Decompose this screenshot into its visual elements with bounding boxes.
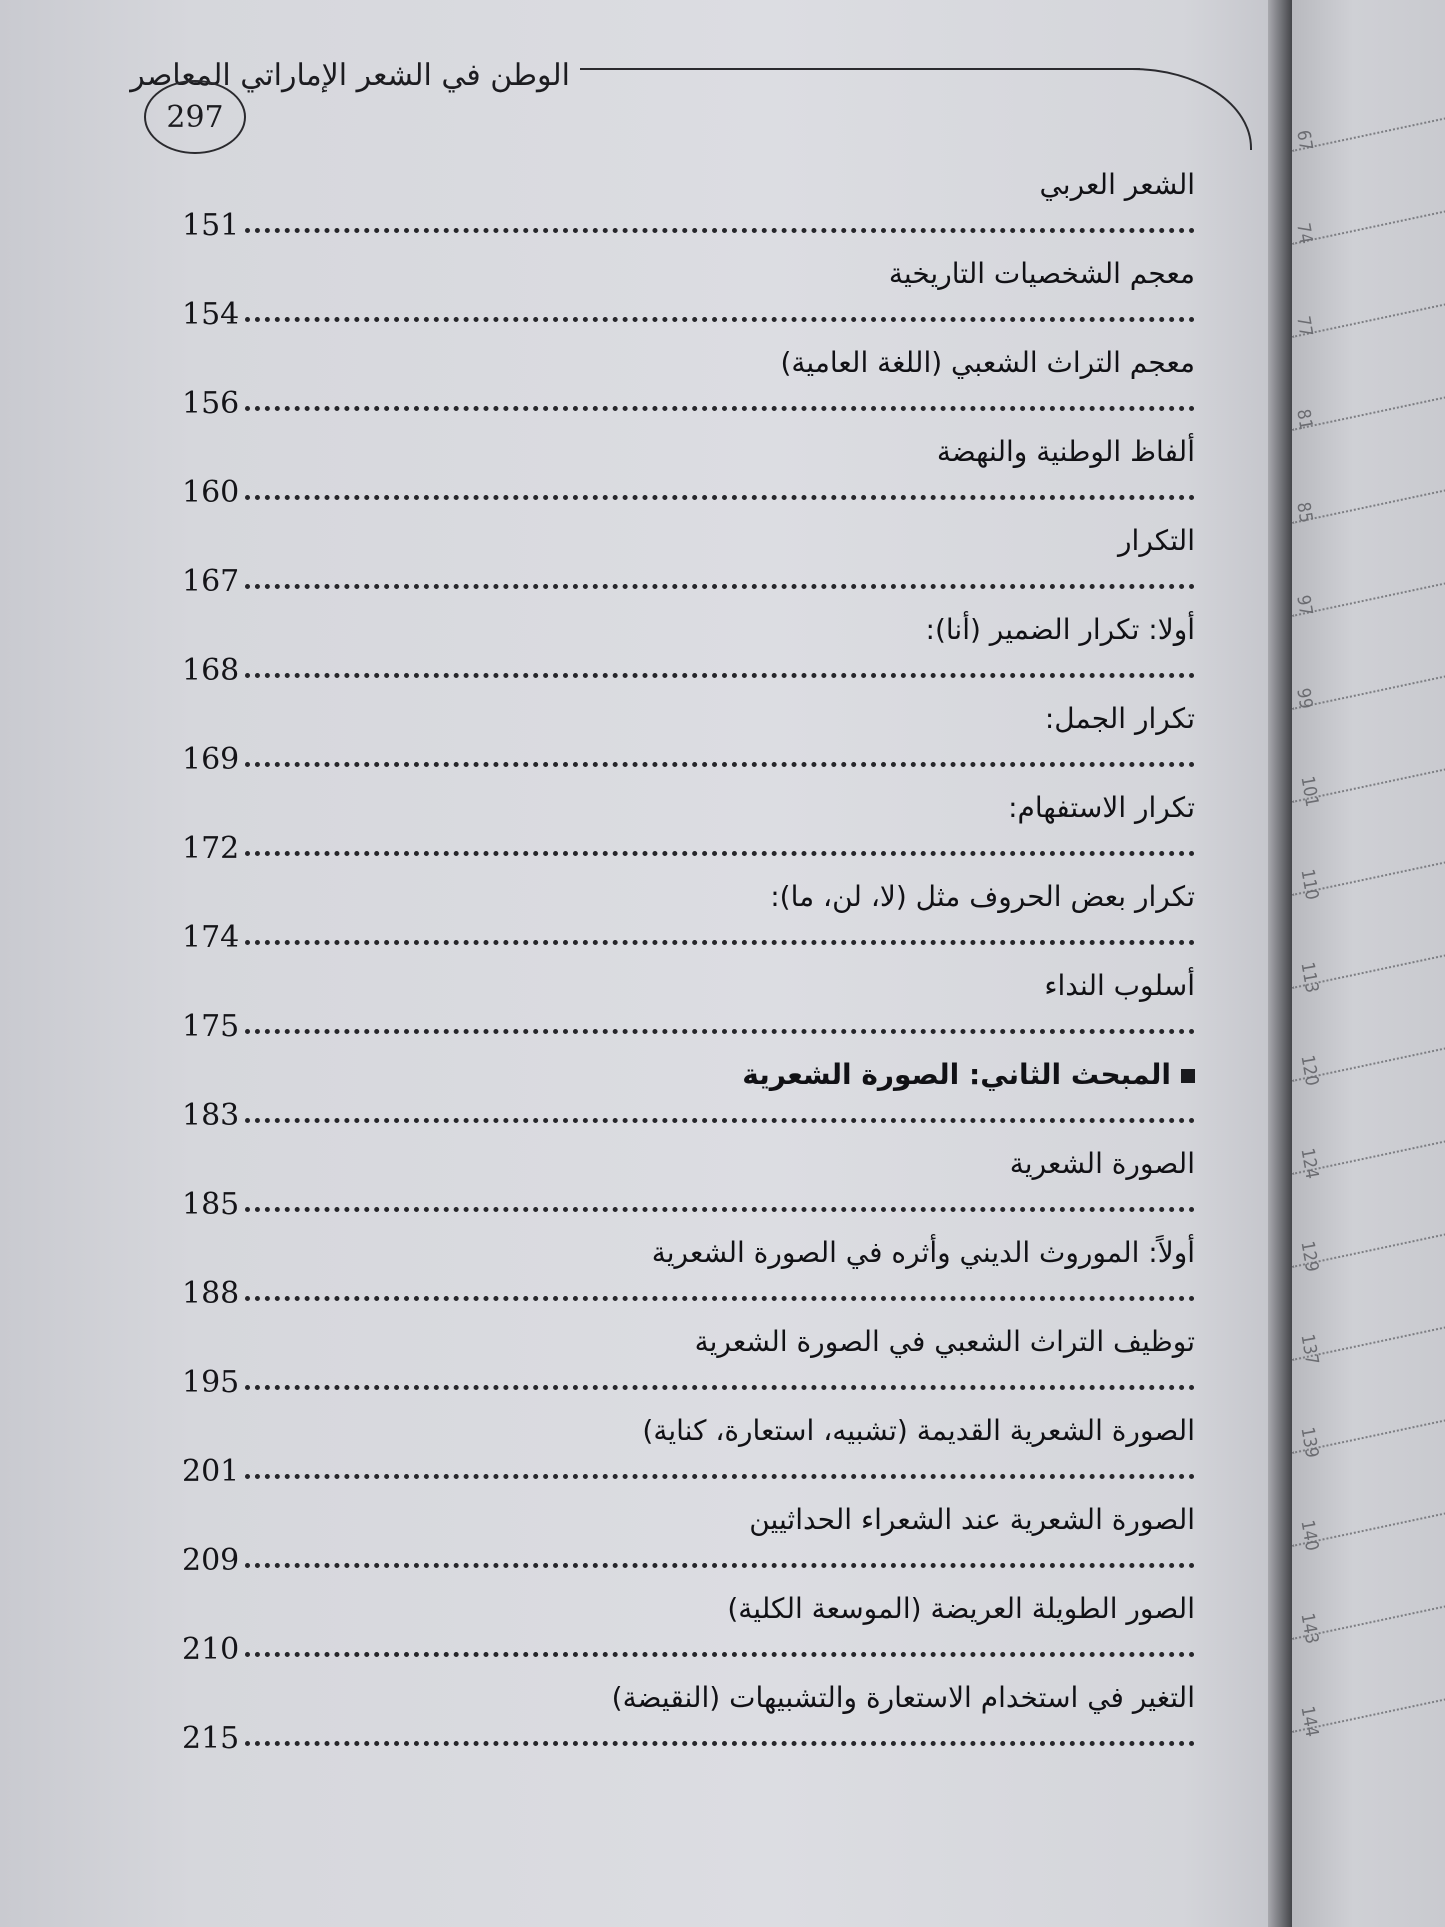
toc-entry [150, 524, 1195, 613]
toc-leader-dots [245, 673, 1195, 678]
toc-leader-dots [245, 1652, 1195, 1657]
facing-page-number: 81 [1292, 407, 1317, 432]
facing-page [1292, 0, 1445, 1927]
facing-page-number: 120 [1296, 1053, 1323, 1088]
facing-page-number: 74 [1292, 221, 1317, 246]
toc-entry-title [1044, 969, 1195, 1002]
facing-page-number: 143 [1296, 1611, 1323, 1646]
toc-entry-title [926, 613, 1195, 646]
toc-entry-title-text: معجم الشخصيات التاريخية [888, 257, 1195, 290]
toc-entry [150, 702, 1195, 791]
toc-entry-title [1008, 791, 1195, 824]
toc-leader-dots [245, 1741, 1195, 1746]
toc-entry-title [780, 346, 1195, 379]
toc-entry-title-text: المبحث الثاني: الصورة الشعرية [742, 1058, 1171, 1091]
toc-entry [150, 791, 1195, 880]
toc-entry-title [642, 1414, 1195, 1447]
facing-page-number: 124 [1296, 1146, 1323, 1181]
toc-entry-title-text: معجم التراث الشعبي (اللغة العامية) [780, 346, 1195, 379]
toc-entry-title-text: الصور الطويلة العريضة (الموسعة الكلية) [727, 1592, 1195, 1625]
toc-entry-title [1118, 524, 1195, 557]
toc-leader-dots [245, 762, 1195, 767]
toc-entry [150, 969, 1195, 1058]
page-number: 297 [144, 80, 246, 154]
toc-entry [150, 168, 1195, 257]
toc-entry [150, 613, 1195, 702]
toc-entry-page: 174 [182, 920, 240, 955]
toc-leader-dots [245, 1296, 1195, 1301]
facing-page-number: 97 [1292, 593, 1317, 618]
toc-entry-title-text: التغير في استخدام الاستعارة والتشبيهات (النقيضة) [611, 1681, 1195, 1714]
toc-entry-page: 154 [182, 297, 240, 332]
toc-entry [150, 1592, 1195, 1681]
toc-entry [150, 1325, 1195, 1414]
toc-entry-page: 201 [182, 1454, 240, 1489]
header-title: الوطن في الشعر الإماراتي المعاصر [130, 58, 570, 93]
toc-leader-dots [245, 851, 1195, 856]
facing-page-number: 77 [1292, 314, 1317, 339]
toc-entry-title [1039, 168, 1195, 201]
facing-page-number: 137 [1296, 1332, 1323, 1367]
toc-leader-dots [245, 1385, 1195, 1390]
toc-leader-dots [245, 228, 1195, 233]
toc-entry-page: 188 [182, 1276, 240, 1311]
facing-page-number: 113 [1296, 960, 1323, 995]
toc-entry-page: 172 [182, 831, 240, 866]
toc-entry-page: 195 [182, 1365, 240, 1400]
toc-leader-dots [245, 1474, 1195, 1479]
facing-page-number: 99 [1292, 686, 1317, 711]
toc-entry-title [727, 1592, 1195, 1625]
toc-entry-page: 168 [182, 653, 240, 688]
toc-leader-dots [245, 317, 1195, 322]
toc-entry-page: 156 [182, 386, 240, 421]
toc-entry-title-text: الصورة الشعرية [1009, 1147, 1195, 1180]
toc-entry-title [770, 880, 1195, 913]
toc-entry [150, 257, 1195, 346]
toc-leader-dots [245, 1029, 1195, 1034]
facing-page-number: 101 [1296, 774, 1323, 809]
toc-entry-page: 167 [182, 564, 240, 599]
toc-entry-title [937, 435, 1195, 468]
toc-entry-title [742, 1058, 1195, 1091]
toc-entry [150, 1236, 1195, 1325]
book-spine [1268, 0, 1292, 1927]
table-of-contents [150, 168, 1195, 1770]
toc-entry [150, 1147, 1195, 1236]
facing-page-number: 139 [1296, 1425, 1323, 1460]
running-header [130, 54, 1280, 154]
facing-page-number: 67 [1292, 128, 1317, 153]
toc-entry-title-text: الشعر العربي [1039, 168, 1195, 201]
toc-entry-title [695, 1325, 1195, 1358]
facing-page-number: 85 [1292, 500, 1317, 525]
toc-entry-page: 169 [182, 742, 240, 777]
toc-entry-page: 183 [182, 1098, 240, 1133]
toc-entry-title-text: تكرار الاستفهام: [1008, 791, 1195, 824]
toc-entry-title [652, 1236, 1195, 1269]
toc-entry [150, 435, 1195, 524]
toc-entry-page: 210 [182, 1632, 240, 1667]
toc-entry-title [749, 1503, 1195, 1536]
toc-entry-page: 209 [182, 1543, 240, 1578]
toc-entry-title-text: تكرار الجمل: [1044, 702, 1195, 735]
toc-entry-title-text: توظيف التراث الشعبي في الصورة الشعرية [694, 1325, 1195, 1358]
toc-entry-title-text: ألفاظ الوطنية والنهضة [936, 435, 1195, 468]
toc-entry-title-text: الصورة الشعرية عند الشعراء الحداثيين [749, 1503, 1195, 1536]
toc-entry-title-text: تكرار بعض الحروف مثل (لا، لن، ما): [770, 880, 1195, 913]
toc-entry-title [1045, 702, 1195, 735]
toc-entry-page: 151 [182, 208, 240, 243]
toc-entry-page: 215 [182, 1721, 240, 1756]
toc-entry-title-text: أولاً: الموروث الديني وأثره في الصورة الشعرية [651, 1236, 1195, 1269]
toc-entry-page: 175 [182, 1009, 240, 1044]
toc-entry-page: 185 [182, 1187, 240, 1222]
toc-leader-dots [245, 495, 1195, 500]
toc-entry-title [1010, 1147, 1195, 1180]
facing-page-number: 144 [1296, 1704, 1323, 1739]
toc-entry [150, 1414, 1195, 1503]
square-bullet-icon [1181, 1069, 1195, 1083]
toc-entry-page: 160 [182, 475, 240, 510]
toc-entry [150, 346, 1195, 435]
toc-entry-title-text: أسلوب النداء [1044, 969, 1195, 1002]
facing-page-number: 110 [1296, 867, 1323, 902]
toc-entry-title-text: التكرار [1118, 524, 1195, 557]
toc-entry [150, 1058, 1195, 1147]
header-rule-curve [1120, 68, 1252, 150]
toc-entry-title [889, 257, 1195, 290]
toc-leader-dots [245, 1118, 1195, 1123]
toc-entry [150, 1503, 1195, 1592]
toc-entry-title-text: الصورة الشعرية القديمة (تشبيه، استعارة، كناية) [642, 1414, 1195, 1447]
toc-leader-dots [245, 584, 1195, 589]
toc-entry-title-text: أولا: تكرار الضمير (أنا): [925, 613, 1195, 646]
toc-leader-dots [245, 406, 1195, 411]
toc-leader-dots [245, 940, 1195, 945]
toc-leader-dots [245, 1207, 1195, 1212]
toc-entry-title [612, 1681, 1195, 1714]
header-rule [580, 68, 1140, 70]
toc-leader-dots [245, 1563, 1195, 1568]
toc-entry [150, 1681, 1195, 1770]
facing-page-number: 129 [1296, 1239, 1323, 1274]
toc-entry [150, 880, 1195, 969]
facing-page-number: 140 [1296, 1518, 1323, 1553]
